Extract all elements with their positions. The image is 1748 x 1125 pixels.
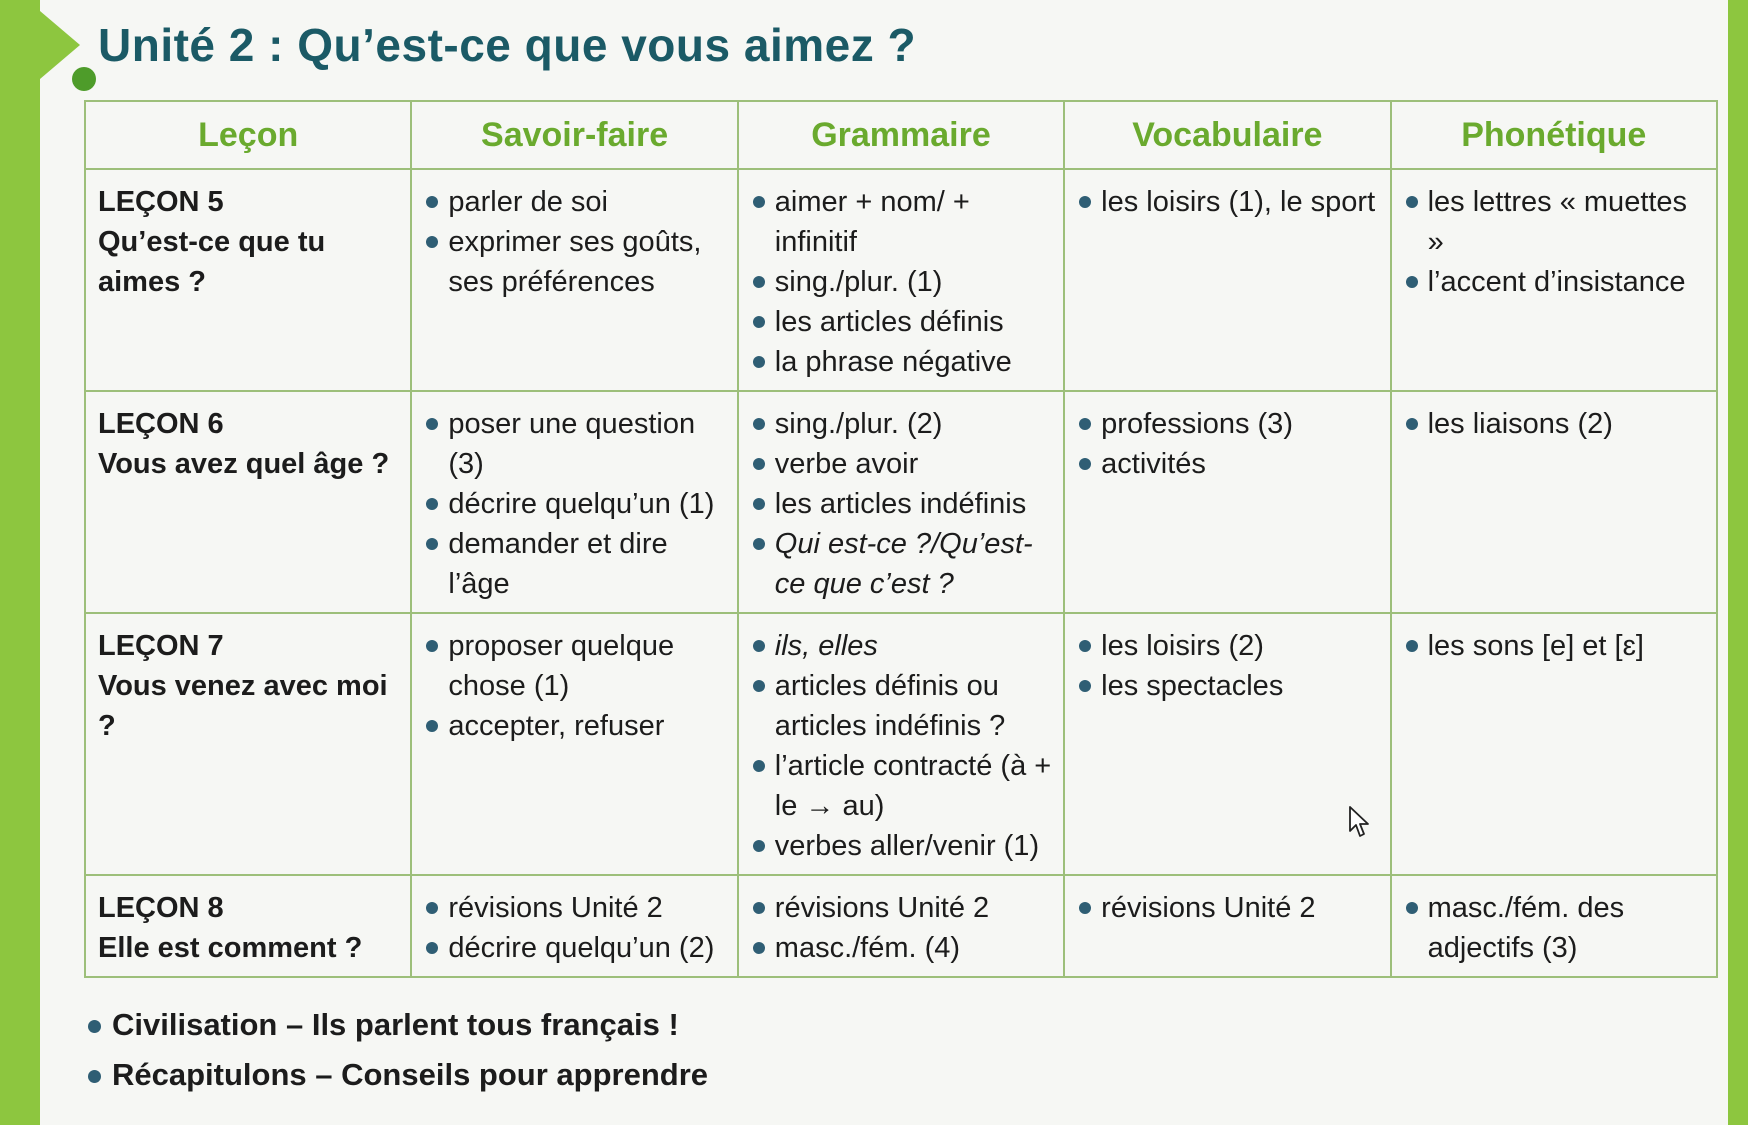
header-row bbox=[85, 101, 1717, 169]
unit-title: Unité 2 : Qu’est-ce que vous aimez ? bbox=[98, 19, 917, 71]
list-item: révisions Unité 2 bbox=[1077, 888, 1379, 928]
list-item: exprimer ses goûts, ses préférences bbox=[424, 222, 726, 302]
list-item: les lettres « muettes » bbox=[1404, 182, 1706, 262]
savoir-faire-cell bbox=[411, 613, 737, 875]
list-item: les articles définis bbox=[751, 302, 1053, 342]
lesson-number: LEÇON 6 bbox=[98, 408, 224, 440]
list-item: masc./fém. des adjectifs (3) bbox=[1404, 888, 1706, 968]
phonetique-cell bbox=[1391, 875, 1717, 977]
phonetique-cell bbox=[1391, 169, 1717, 391]
list-item: articles définis ou articles indéfinis ? bbox=[751, 666, 1053, 746]
table-row bbox=[85, 391, 1717, 613]
list-item: les liaisons (2) bbox=[1404, 404, 1706, 444]
vocabulaire-cell bbox=[1064, 875, 1390, 977]
lesson-cell bbox=[85, 169, 411, 391]
grammaire-cell bbox=[738, 391, 1064, 613]
list-item: les loisirs (1), le sport bbox=[1077, 182, 1379, 222]
list-item: poser une question (3) bbox=[424, 404, 726, 484]
list-item: activités bbox=[1077, 444, 1379, 484]
list-item: décrire quelqu’un (2) bbox=[424, 928, 726, 968]
grammaire-cell bbox=[738, 169, 1064, 391]
list-item: Civilisation – Ils parlent tous français ! bbox=[86, 1000, 708, 1050]
phonetique-cell bbox=[1391, 613, 1717, 875]
list-item: parler de soi bbox=[424, 182, 726, 222]
list-item: sing./plur. (1) bbox=[751, 262, 1053, 302]
contents-table bbox=[84, 100, 1718, 978]
unit-title-block bbox=[62, 12, 916, 78]
lesson-number: LEÇON 7 bbox=[98, 630, 224, 662]
header-lecon: Leçon bbox=[85, 101, 411, 169]
lesson-cell bbox=[85, 875, 411, 977]
list-item: les articles indéfinis bbox=[751, 484, 1053, 524]
list-item: Qui est-ce ?/Qu’est-ce que c’est ? bbox=[751, 524, 1053, 604]
header-savoir-faire: Savoir-faire bbox=[411, 101, 737, 169]
list-item: l’article contracté (à + le → au) bbox=[751, 746, 1053, 826]
arrow-icon bbox=[40, 11, 80, 79]
lesson-title: Qu’est-ce que tu aimes ? bbox=[98, 226, 326, 298]
list-item: les loisirs (2) bbox=[1077, 626, 1379, 666]
list-item: révisions Unité 2 bbox=[751, 888, 1053, 928]
lesson-title: Elle est comment ? bbox=[98, 932, 363, 964]
list-item: proposer quelque chose (1) bbox=[424, 626, 726, 706]
list-item: demander et dire l’âge bbox=[424, 524, 726, 604]
list-item: les spectacles bbox=[1077, 666, 1379, 706]
header-vocabulaire: Vocabulaire bbox=[1064, 101, 1390, 169]
grammaire-cell bbox=[738, 875, 1064, 977]
footer-list bbox=[86, 1000, 708, 1100]
list-item: verbes aller/venir (1) bbox=[751, 826, 1053, 866]
phonetique-cell bbox=[1391, 391, 1717, 613]
lesson-number: LEÇON 5 bbox=[98, 186, 224, 218]
list-item: verbe avoir bbox=[751, 444, 1053, 484]
page bbox=[40, 0, 1728, 1125]
vocabulaire-cell bbox=[1064, 169, 1390, 391]
list-item: accepter, refuser bbox=[424, 706, 726, 746]
left-green-border bbox=[0, 0, 40, 1125]
list-item: révisions Unité 2 bbox=[424, 888, 726, 928]
vocabulaire-cell bbox=[1064, 613, 1390, 875]
lesson-title: Vous avez quel âge ? bbox=[98, 448, 390, 480]
list-item: Récapitulons – Conseils pour apprendre bbox=[86, 1050, 708, 1100]
mouse-pointer-icon bbox=[1348, 805, 1372, 839]
savoir-faire-cell bbox=[411, 391, 737, 613]
list-item: aimer + nom/ + infinitif bbox=[751, 182, 1053, 262]
table-row bbox=[85, 169, 1717, 391]
list-item: l’accent d’insistance bbox=[1404, 262, 1706, 302]
list-item: masc./fém. (4) bbox=[751, 928, 1053, 968]
list-item: décrire quelqu’un (1) bbox=[424, 484, 726, 524]
lesson-cell bbox=[85, 613, 411, 875]
list-item: ils, elles bbox=[751, 626, 1053, 666]
savoir-faire-cell bbox=[411, 875, 737, 977]
table-row bbox=[85, 613, 1717, 875]
header-grammaire: Grammaire bbox=[738, 101, 1064, 169]
list-item: professions (3) bbox=[1077, 404, 1379, 444]
right-green-border bbox=[1728, 0, 1748, 1125]
lesson-number: LEÇON 8 bbox=[98, 892, 224, 924]
list-item: les sons [e] et [ɛ] bbox=[1404, 626, 1706, 666]
dot-icon bbox=[72, 67, 96, 91]
lesson-title: Vous venez avec moi ? bbox=[98, 670, 388, 742]
vocabulaire-cell bbox=[1064, 391, 1390, 613]
list-item: sing./plur. (2) bbox=[751, 404, 1053, 444]
table-row bbox=[85, 875, 1717, 977]
list-item: la phrase négative bbox=[751, 342, 1053, 382]
lesson-cell bbox=[85, 391, 411, 613]
header-phonetique: Phonétique bbox=[1391, 101, 1717, 169]
savoir-faire-cell bbox=[411, 169, 737, 391]
grammaire-cell bbox=[738, 613, 1064, 875]
